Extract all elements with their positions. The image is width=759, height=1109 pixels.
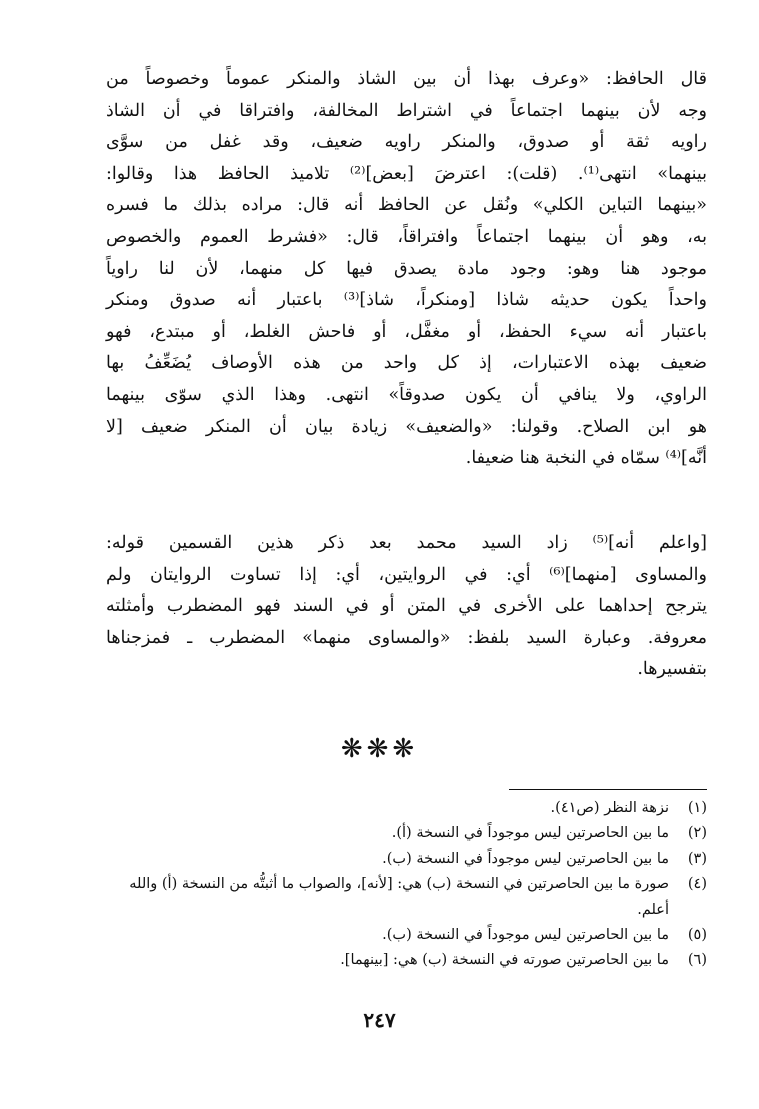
- footnotes: [106, 796, 707, 974]
- text-line: ضعيف بهذه الاعتبارات، إذ كل واحد من هذه الأوصاف يُضَعِّفُ بها: [106, 353, 707, 374]
- footnote-text: نزهة النظر (ص٤١).: [550, 800, 669, 816]
- text-line: هو ابن الصلاح. وقولنا: «والضعيف» زيادة بيان أن المنكر ضعيف [لا: [106, 416, 707, 437]
- footnote-text: ما بين الحاصرتين ليس موجوداً في النسخة (أ).: [391, 825, 669, 842]
- footnote-number: (٣): [687, 850, 707, 867]
- text-line: معروفة. وعبارة السيد بلفظ: «والمساوى منهما» المضطرب ـ فمزجناها: [106, 627, 707, 648]
- text-line: واحداً يكون حديثه شاذا [ومنكراً، شاذ]⁽³⁾ باعتبار أنه صدوق ومنكر: [106, 290, 707, 311]
- main-paragraph: [106, 64, 707, 475]
- footnote-number: (٦): [687, 952, 707, 969]
- footnote-item: [106, 872, 707, 923]
- footnote-number: (٤): [687, 876, 707, 893]
- text-line: بينهما» انتهى⁽¹⁾. (قلت): اعترضَ [بعض]⁽²⁾ تلاميذ الحافظ هذا وقالوا:: [106, 163, 708, 184]
- text-line: قال الحافظ: «وعرف بهذا أن بين الشاذ والمنكر عموماً وخصوصاً من: [106, 69, 707, 89]
- footnote-text: ما بين الحاصرتين صورته في النسخة (ب) هي: [بينهما].: [340, 952, 669, 969]
- text-line: بتفسيرها.: [637, 659, 707, 680]
- footnote-text: ما بين الحاصرتين ليس موجوداً في النسخة (ب).: [382, 927, 669, 944]
- footnote-divider: [509, 789, 707, 790]
- text-line: «بينهما التباين الكلي» ونُقل عن الحافظ أنه قال: مراده بذلك ما فسره: [106, 195, 707, 216]
- footnote-item: [106, 796, 707, 821]
- text-line: أنَّه]⁽⁴⁾ سمّاه في النخبة هنا ضعيفا.: [465, 448, 707, 469]
- text-line: موجود هنا وهو: وجود مادة يصدق فيها كل منهما، لأن لنا راوياً: [106, 258, 707, 279]
- page-number: ٢٤٧: [363, 1008, 396, 1032]
- text-line: يترجح إحداهما على الأخرى في المتن أو في السند فهو المضطرب وأمثلته: [106, 596, 707, 617]
- text-line: وجه لأن بينهما اجتماعاً في اشتراط المخالفة، وافتراقا في أن الشاذ: [106, 100, 707, 121]
- footnote-item: [106, 948, 707, 973]
- footnote-item: [106, 847, 707, 872]
- section-ornament: ❋❋❋: [340, 734, 419, 764]
- text-line: باعتبار أنه سيء الحفظ، أو مغفَّل، أو فاحش الغلط، أو مبتدع، فهو: [106, 321, 707, 342]
- second-paragraph: [106, 528, 707, 686]
- footnote-item: [106, 821, 707, 846]
- text-line: [واعلم أنه]⁽⁵⁾ زاد السيد محمد بعد ذكر هذين القسمين قوله:: [106, 533, 708, 553]
- footnote-number: (٢): [687, 825, 707, 842]
- text-line: به، وهو أن بينهما اجتماعاً وافتراقاً، قال: «فشرط العموم والخصوص: [106, 226, 707, 247]
- footnote-item: [106, 923, 707, 948]
- footnote-text: ما بين الحاصرتين ليس موجوداً في النسخة (ب).: [382, 850, 669, 867]
- text-line: الراوي، ولا ينافي أن يكون صدوقاً» انتهى. وهذا الذي سوّى بينهما: [106, 384, 707, 405]
- footnote-text: صورة ما بين الحاصرتين في النسخة (ب) هي: [لأنه]، والصواب ما أثبتُّه من النسخة (أ) والله أعلم.: [129, 876, 669, 918]
- text-line: راويه ثقة أو صدوق، والمنكر راويه ضعيف، وقد غفل من سوَّى: [106, 132, 707, 153]
- footnote-number: (١): [687, 800, 707, 816]
- text-line: والمساوى [منهما]⁽⁶⁾ أي: في الروايتين، أي: إذا تساوت الروايتان ولم: [106, 564, 707, 585]
- footnote-number: (٥): [687, 927, 707, 944]
